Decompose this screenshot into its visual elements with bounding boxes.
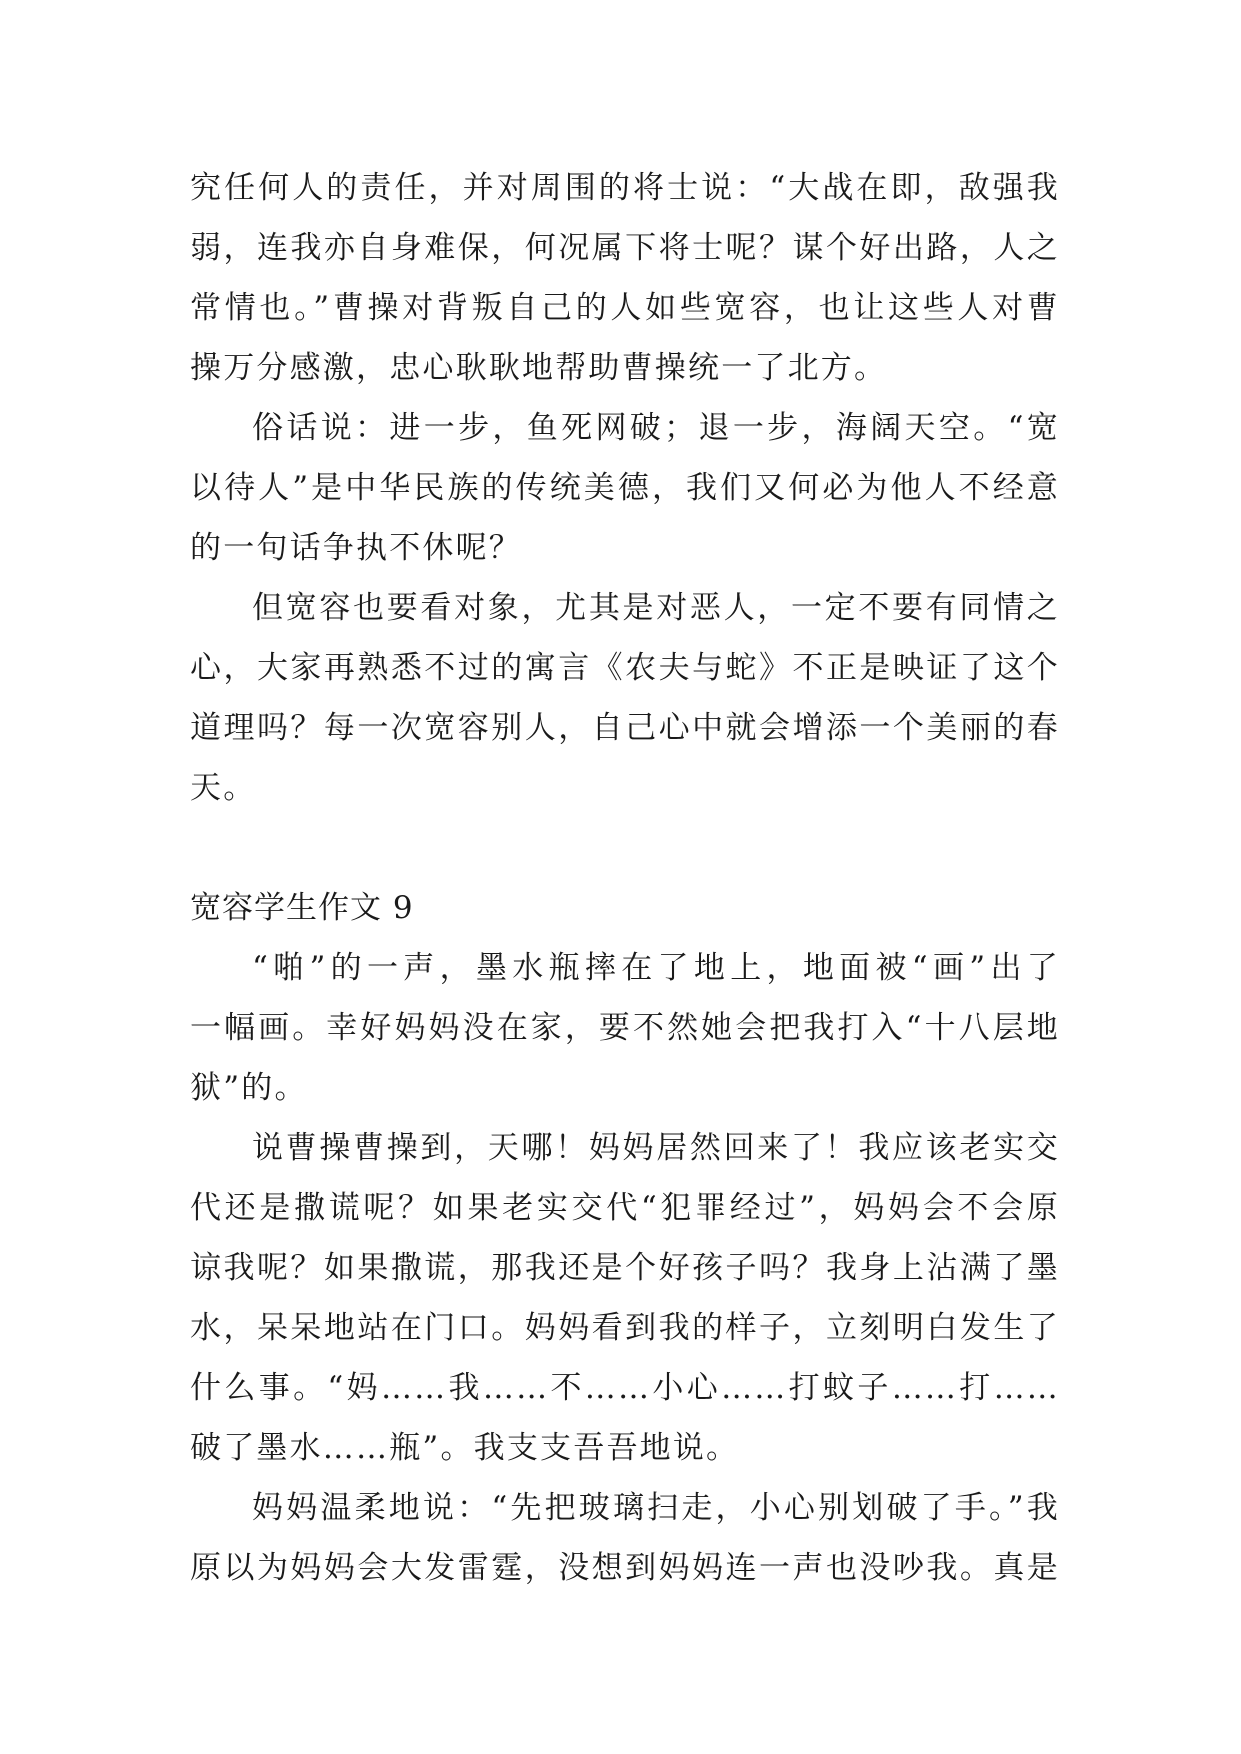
paragraph [190,1118,1060,1478]
text-line: 心，大家再熟悉不过的寓言《农夫与蛇》不正是映证了这个 [190,650,1060,686]
text-line: 常情也。”曹操对背叛自己的人如些宽容，也让这些人对曹 [190,290,1060,326]
paragraph [190,398,1060,578]
text-line: 的一句话争执不休呢？ [190,530,522,566]
text-line: 天。 [190,770,257,806]
text-line: 一幅画。幸好妈妈没在家，要不然她会把我打入“十八层地 [190,1010,1060,1046]
text-line: 但宽容也要看对象，尤其是对恶人，一定不要有同情之 [252,590,1060,626]
text-line: 什么事。“妈……我……不……小心……打蚊子……打…… [190,1370,1060,1406]
paragraph [190,938,1060,1118]
text-line: 俗话说：进一步，鱼死网破；退一步，海阔天空。“宽 [252,410,1060,446]
text-line: 操万分感激，忠心耿耿地帮助曹操统一了北方。 [190,350,888,386]
text-line: 代还是撒谎呢？如果老实交代“犯罪经过”，妈妈会不会原 [190,1190,1060,1226]
text-line: 狱”的。 [190,1070,308,1106]
text-line: 破了墨水……瓶”。我支支吾吾地说。 [190,1430,740,1466]
text-line: 弱，连我亦自身难保，何况属下将士呢？谋个好出路，人之 [190,230,1060,266]
text-line: 以待人”是中华民族的传统美德，我们又何必为他人不经意 [190,470,1060,506]
paragraph [190,578,1060,818]
document-page [190,158,1060,1598]
text-line: 水，呆呆地站在门口。妈妈看到我的样子，立刻明白发生了 [190,1310,1060,1346]
text-line: “啪”的一声，墨水瓶摔在了地上，地面被“画”出了 [252,950,1060,986]
text-line: 谅我呢？如果撒谎，那我还是个好孩子吗？我身上沾满了墨 [190,1250,1060,1286]
section-title: 宽容学生作文 9 [190,890,414,926]
text-line: 原以为妈妈会大发雷霆，没想到妈妈连一声也没吵我。真是 [190,1550,1060,1586]
text-line: 道理吗？每一次宽容别人，自己心中就会增添一个美丽的春 [190,710,1060,746]
paragraph [190,158,1060,398]
text-line: 妈妈温柔地说：“先把玻璃扫走，小心别划破了手。”我 [252,1490,1060,1526]
text-line: 究任何人的责任，并对周围的将士说：“大战在即，敌强我 [190,170,1060,206]
section-spacer [190,818,1060,878]
text-line: 说曹操曹操到，天哪！妈妈居然回来了！我应该老实交 [252,1130,1060,1166]
paragraph [190,1478,1060,1598]
